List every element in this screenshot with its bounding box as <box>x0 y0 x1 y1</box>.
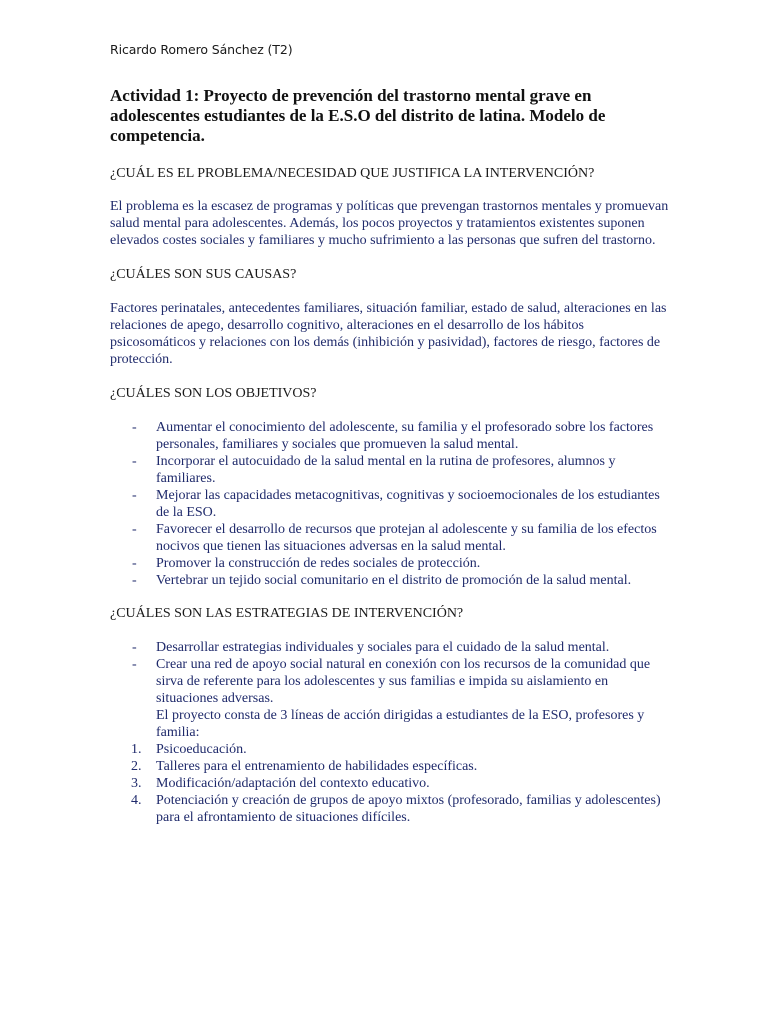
list-item-text: Talleres para el entrenamiento de habilidades específicas. <box>156 759 478 774</box>
list-item <box>110 453 670 487</box>
list-item-text: Modificación/adaptación del contexto educativo. <box>156 776 430 791</box>
bullet-marker: - <box>132 488 137 503</box>
list-item-text: Crear una red de apoyo social natural en conexión con los recursos de la comunidad que sirva de referente para los adolescentes y sus familias e impida su aislamiento en situaciones adversas. <box>156 657 651 706</box>
causes-question: ¿CUÁLES SON SUS CAUSAS? <box>110 267 297 282</box>
bullet-marker: - <box>132 573 137 588</box>
number-marker: 3. <box>131 776 142 791</box>
action-lines-list <box>110 741 670 826</box>
list-item <box>110 555 670 572</box>
list-item <box>110 487 670 521</box>
bullet-marker: - <box>132 556 137 571</box>
strategies-list <box>110 639 670 707</box>
strategies-note: El proyecto consta de 3 líneas de acción dirigidas a estudiantes de la ESO, profesores y familia: <box>156 708 645 740</box>
problem-answer: El problema es la escasez de programas y políticas que prevengan trastornos mentales y promuevan salud mental para adolescentes. Además, los pocos proyectos y tratamientos existentes suponen elevados costes sociales y familiares y mucho sufrimiento a las personas que sufren del trastorno. <box>110 199 669 248</box>
list-item-text: Aumentar el conocimiento del adolescente, su familia y el profesorado sobre los factores personales, familiares y sociales que promueven la salud mental. <box>156 420 654 452</box>
list-item-text: Desarrollar estrategias individuales y sociales para el cuidado de la salud mental. <box>156 640 610 655</box>
number-marker: 2. <box>131 759 142 774</box>
strategies-question: ¿CUÁLES SON LAS ESTRATEGIAS DE INTERVENCIÓN? <box>110 606 464 621</box>
objectives-question: ¿CUÁLES SON LOS OBJETIVOS? <box>110 386 317 401</box>
problem-question: ¿CUÁL ES EL PROBLEMA/NECESIDAD QUE JUSTIFICA LA INTERVENCIÓN? <box>110 166 595 181</box>
list-item <box>110 521 670 555</box>
number-marker: 1. <box>131 742 142 757</box>
list-item-text: Mejorar las capacidades metacognitivas, cognitivas y socioemocionales de los estudiantes de la ESO. <box>156 488 660 520</box>
bullet-marker: - <box>132 657 137 672</box>
list-item <box>110 758 670 775</box>
list-item <box>110 741 670 758</box>
number-marker: 4. <box>131 793 142 808</box>
bullet-marker: - <box>132 454 137 469</box>
causes-answer: Factores perinatales, antecedentes familiares, situación familiar, estado de salud, alteraciones en las relaciones de apego, desarrollo cognitivo, alteraciones en el desarrollo de los hábitos psicosomáticos y relaciones con los demás (inhibición y pasividad), factores de riesgo, factores de protección. <box>110 301 667 367</box>
author-header: Ricardo Romero Sánchez (T2) <box>110 42 293 57</box>
list-item-text: Potenciación y creación de grupos de apoyo mixtos (profesorado, familias y adolescentes) para el afrontamiento de situaciones difíciles. <box>156 793 661 825</box>
document-body <box>110 86 670 826</box>
list-item <box>110 419 670 453</box>
list-item-text: Psicoeducación. <box>156 742 247 757</box>
list-item-text: Incorporar el autocuidado de la salud mental en la rutina de profesores, alumnos y familiares. <box>156 454 616 486</box>
list-item <box>110 792 670 826</box>
list-item-text: Vertebrar un tejido social comunitario en el distrito de promoción de la salud mental. <box>156 573 632 588</box>
list-item <box>110 775 670 792</box>
list-item-text: Promover la construcción de redes sociales de protección. <box>156 556 481 571</box>
bullet-marker: - <box>132 522 137 537</box>
objectives-list <box>110 419 670 589</box>
document-title: Actividad 1: Proyecto de prevención del trastorno mental grave en adolescentes estudiantes de la E.S.O del distrito de latina. Modelo de competencia. <box>110 86 606 145</box>
list-item <box>110 639 670 656</box>
bullet-marker: - <box>132 640 137 655</box>
bullet-marker: - <box>132 420 137 435</box>
list-item <box>110 572 670 589</box>
list-item-text: Favorecer el desarrollo de recursos que protejan al adolescente y su familia de los efectos nocivos que tienen las situaciones adversas en la salud mental. <box>156 522 657 554</box>
list-item <box>110 656 670 707</box>
